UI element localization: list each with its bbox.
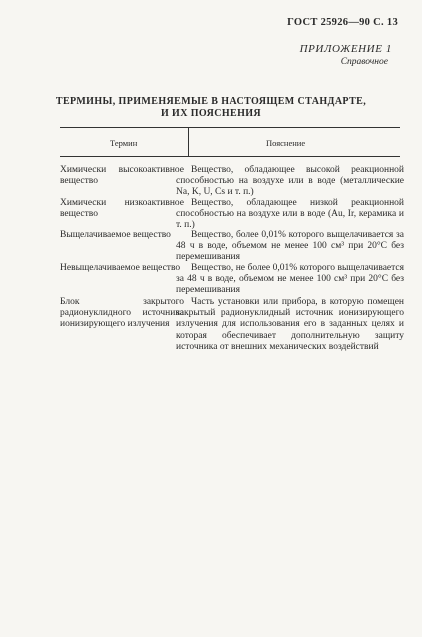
explanation-cell: Вещество, более 0,01% которого выщелачивается за 48 ч в воде, объемом не менее 100 см³ при 20°С без перемешивания [176,230,404,263]
page-header: ГОСТ 25926—90 С. 13 [287,17,398,28]
section-title-line-1: ТЕРМИНЫ, ПРИМЕНЯЕМЫЕ В НАСТОЯЩЕМ СТАНДАРТЕ, [55,96,367,107]
column-header-term: Термин [110,138,138,148]
term-cell: Выщелачиваемое вещество [60,230,171,240]
term-cell: Химически низкоактивное вещество [60,198,184,219]
table-top-rule [60,127,400,128]
explanation-cell: Вещество, обладающее низкой реакционной способностью на воздухе или в воде (Au, Ir, керамика и т. п.) [176,198,404,231]
term-cell: Химически высокоактивное вещество [60,165,184,186]
term-cell: Невыщелачиваемое вещество [60,263,181,273]
section-title-line-2: И ИХ ПОЯСНЕНИЯ [160,108,262,119]
column-header-explanation: Пояснение [266,138,306,148]
explanation-cell: Вещество, не более 0,01% которого выщелачивается за 48 ч в воде, объемом не менее 100 см³ при 20°С без перемешивания [176,263,404,296]
appendix-title: ПРИЛОЖЕНИЕ 1 [299,43,392,55]
term-cell: Блок закрытого радионуклидного источника ионизирующего излучения [60,297,184,329]
explanation-cell: Часть установки или прибора, в которую помещен закрытый радионуклидный источник ионизирующего излучения для использования его в заданных целях и которая обеспечивает дополнительную защиту источника от внешних механических воздействий [176,297,404,352]
table-header-rule [60,156,400,157]
appendix-subtitle: Справочное [340,57,388,67]
table-column-divider [188,127,189,157]
explanation-cell: Вещество, обладающее высокой реакционной способностью на воздухе или в воде (металлические Na, K, U, Cs и т. п.) [176,165,404,198]
